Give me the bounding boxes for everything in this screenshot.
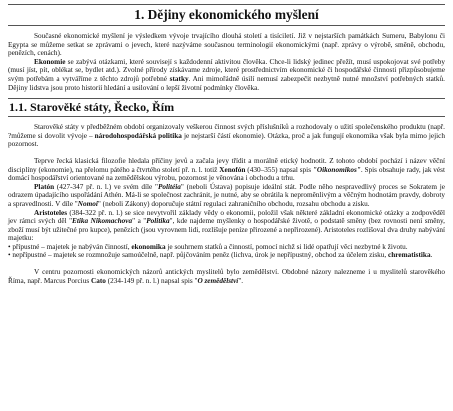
intro-paragraph-1: Současné ekonomické myšlení je výsledkem vývoje trvajícího dlouhá století a tisíciletí. Již v nejstarších památkách Sumeru, Babylonu či Egypta se můžeme setkat se zprávami o jevech, které nazýváme současnou terminologií ekonomickými (např. zprávy o výrobě, směně, obchodu, penězích, cenách). — [8, 32, 445, 58]
bullet-1-text-b: je souhrnem statků a činností, pomocí nichž si lidé opatřují věci nezbytné k životu. — [165, 242, 408, 251]
work-etika-nikomachova: Etika Nikomachova — [72, 217, 133, 226]
s-p3-text-a: (427-347 př. n. l.) ve svém díle " — [54, 182, 158, 191]
s-p1-text-b: je nejstarší částí ekonomie). Otázka, proč a jak fungují ekonomika však byla mimo jejich pozornost. — [8, 131, 445, 149]
bullet-item-2 — [8, 251, 445, 260]
term-chrematistika: chrematistika — [388, 251, 431, 260]
name-platon: Platón — [34, 182, 55, 191]
section-paragraph-3 — [8, 183, 445, 209]
intro-p2-text-a: se zabývá otázkami, které souvisejí s každodenní aktivitou člověka. Chce-li lidský jedinec přežít, musí uspokojovat své potřeby (musí jíst, pít, oblékat se, bydlet atd.). Zvolné přírody získávame zdroje, které prostřednictvím ekonomické či hospodářské činnosti přizpůsobujeme svým potřebám a vytváříme z těchto zdrojů potřebné — [8, 57, 445, 83]
s-p4-text-b: " a " — [132, 217, 147, 226]
work-nomoi: Nomoi — [77, 199, 98, 208]
intro-p2-text-b: . Ani mimořádně úsilí nemusí zabezpečit nezbytně nutné množství potřebných statků. Dějiny lidstva jsou proto historií hledání a usilování o lepší životní podmínky člověka. — [8, 74, 445, 92]
bullet-2-text-b: . — [430, 251, 433, 260]
s-p5-text-c: ". — [238, 276, 244, 285]
section-paragraph-1 — [8, 123, 445, 149]
work-o-zemedelstvi: O zemědělství — [197, 276, 239, 285]
s-p1-text-a: Starověké státy v předběžném období organizovaly veškerou činnost svých příslušníků a rozhodovaly o užití společenského produktu (např. ?můžeme si dovolit vývoje – — [8, 123, 445, 140]
s-p2-text-a: Teprve řecká klasická filozofie hledala příčiny jevů a začala jevy třídit a morálně etický hodnotit. Z tohoto období pochází i název věční disciplíny (ekonomie), na přelomu pátého a čtvrtého století př. n. l. totiž — [8, 156, 445, 174]
s-p5-text-a: V centru pozornosti ekonomických názorů antických myslitelů bylo zemědělství. Obdobné názory nalezneme i u myslitelů starověkého Říma, např. Marcus Porcius — [8, 268, 445, 285]
s-p3-text-b: " (neboli Ústava) popisuje ideální stát. Podle něho nespravedlivý proces se Sokratem je odrazem úpadajícího uspořádání Athén. Má-li se společnost zachránit, je nutné, aby se obrátila k neproměnlivým a věčným hodnotám pravdy, dobroty a spravedlnosti. V díle " — [8, 182, 445, 208]
term-ekonomika: ekonomika — [131, 242, 166, 251]
intro-paragraph-2 — [8, 58, 445, 92]
name-cato: Cato — [90, 276, 106, 285]
section-paragraph-5 — [8, 268, 445, 285]
section-title: 1.1. Starověké státy, Řecko, Řím — [8, 98, 445, 117]
term-statky: statky — [169, 74, 189, 83]
s-p2-text-c: . Spis obsahuje rady, jak vést domácí hospodářství orientované na zemědělskou výrobu, pozornost je věnována i obchodu a trhu. — [8, 165, 445, 183]
name-aristoteles: Aristoteles — [34, 208, 68, 217]
work-politika: Politika — [146, 217, 170, 226]
s-p4-text-c: ", kde najdeme myšlenky o hospodářské životě, o podstatě směny (bez rovnosti není směny, zboží musí být užitečné pro kupce), penězích (jsou vyrovnem lidi, rozlišuje peníze přirozené a nepřirozené). Aristoteles rozlišoval dva druhy nabývání majetku: — [8, 217, 445, 243]
name-xenofon: Xenofón — [219, 165, 246, 174]
s-p4-text-a: (384-322 př. n. l.) se sice nevytvořil základy vědy o ekonomii, položil však některé základní ekonomické otázky a zodpověděl jev rámci svých děl " — [8, 208, 445, 226]
section-paragraph-2 — [8, 157, 445, 183]
work-oikonomikos: "Oikonomikos" — [312, 165, 361, 174]
work-politeia: Politéia — [157, 182, 181, 191]
s-p5-text-b: (234-149 př. n. l.) napsal spis " — [105, 276, 198, 285]
bullet-2-text-a: • nepřípustné – majetek se rozmnožuje samoúčelně, např. půjčováním peněz (lichva, úrok je nepřípustný, obchod za účelem zisku, — [8, 251, 389, 260]
term-ekonomie: Ekonomie — [34, 57, 66, 66]
chapter-title: 1. Dějiny ekonomického myšlení — [8, 4, 445, 26]
s-p3-text-c: " (neboli Zákony) doporučuje státní regulaci zahraničního obchodu, rozsahu obchodu a zisku. — [97, 199, 370, 208]
section-paragraph-4 — [8, 209, 445, 243]
s-p2-text-b: (430–355) napsal spis — [245, 165, 313, 174]
bullet-1-text-a: • přípustné – majetek je nabýván činností, — [8, 242, 132, 251]
term-narodohospodarska-politika: národohospodářská politika — [94, 131, 182, 140]
